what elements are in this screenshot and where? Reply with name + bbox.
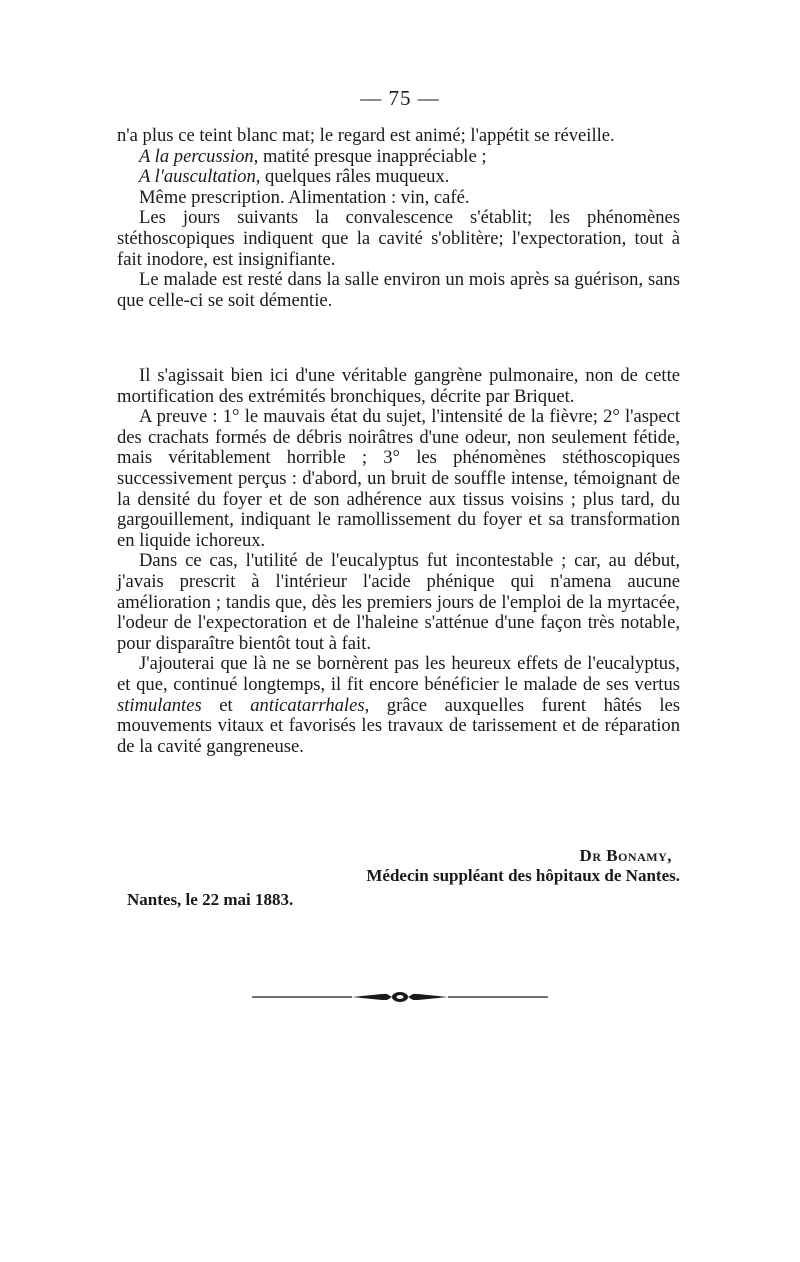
paragraph-text: , matité presque inappréciable ; xyxy=(253,145,487,167)
paragraph: n'a plus ce teint blanc mat; le regard est animé; l'appétit se réveille. xyxy=(117,125,615,146)
author-name: Dr Bonamy, xyxy=(579,846,672,865)
paragraph: Même prescription. Alimentation : vin, café. xyxy=(139,186,470,208)
paragraph: A preuve : 1° le mauvais état du sujet, l'intensité de la fièvre; 2° l'aspect des crachats formés de débris noirâtres d'une odeur, non seulement fétide, mais véritablement horrible ; 3° les phénomènes stéthoscopiques successivement perçus : d'abord, un bruit de souffle intense, témoignant de la densité du foyer et de son adhérence aux tissus voisins ; plus tard, du gargouillement, indiquant le ramollissement du foyer et sa transformation en liquide ichoreux. xyxy=(117,406,680,551)
paragraph xyxy=(117,654,680,757)
paragraph: Il s'agissait bien ici d'une véritable gangrène pulmonaire, non de cette mortification des extrémités bronchiques, décrite par Briquet. xyxy=(117,365,680,407)
text-section-2 xyxy=(117,366,680,757)
text-section-1 xyxy=(117,126,680,311)
signature-block xyxy=(117,846,680,910)
paragraph: Les jours suivants la convalescence s'établit; les phénomènes stéthoscopiques indiquent que la cavité s'oblitère; l'expectoration, tout à fait inodore, est insignifiante. xyxy=(117,207,680,270)
author-title: Médecin suppléant des hôpitaux de Nantes. xyxy=(366,866,680,885)
paragraph xyxy=(117,167,680,188)
paragraph xyxy=(117,147,680,168)
paragraph-text: et xyxy=(201,694,251,716)
date-line: Nantes, le 22 mai 1883. xyxy=(127,890,294,909)
paragraph-text: , grâce auxquelles furent hâtés les mouvements vitaux et favorisés les travaux de tarissement et de réparation de la cavité gangreneuse. xyxy=(117,694,680,757)
paragraph: Dans ce cas, l'utilité de l'eucalyptus fut incontestable ; car, au début, j'avais prescrit à l'intérieur l'acide phénique qui n'amena aucune amélioration ; tandis que, dès les premiers jours de l'emploi de la myrtacée, l'odeur de l'expectoration et de l'haleine s'atténue d'une façon très notable, pour disparaître bientôt tout à fait. xyxy=(117,550,680,654)
paragraph-text: , quelques râles muqueux. xyxy=(255,166,450,188)
paragraph: Le malade est resté dans la salle environ un mois après sa guérison, sans que celle-ci se soit démentie. xyxy=(117,269,680,311)
paragraph-text: J'ajouterai que là ne se bornèrent pas les heureux effets de l'eucalyptus, et que, continué longtemps, il fit encore bénéficier le malade de ses vertus xyxy=(117,653,680,695)
emphasis-text: stimulantes xyxy=(117,694,202,716)
ornamental-divider-icon xyxy=(252,990,548,1004)
emphasis-text: anticatarrhales xyxy=(250,694,365,716)
emphasis-text: A la percussion xyxy=(139,145,254,167)
emphasis-text: A l'auscultation xyxy=(139,166,256,188)
page-number: — 75 — xyxy=(360,86,440,110)
